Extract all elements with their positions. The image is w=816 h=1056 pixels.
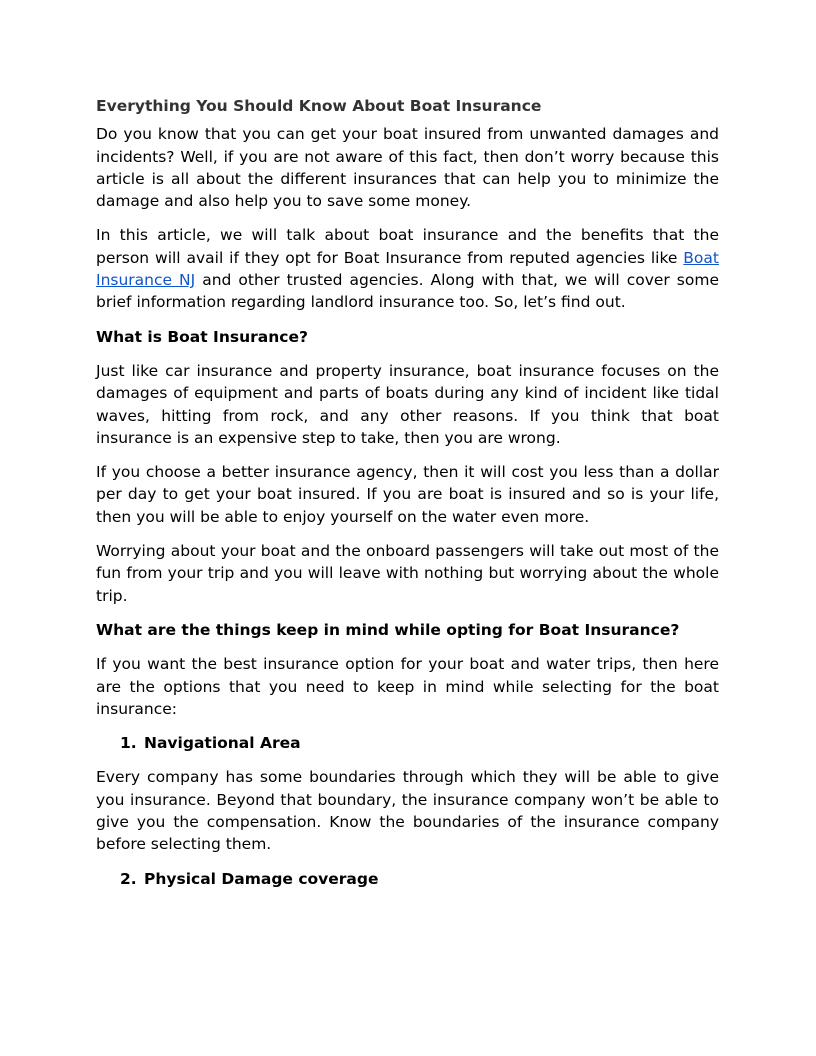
section-heading-what-is: What is Boat Insurance? [96,327,308,346]
section-heading-things-to-keep-in-mind: What are the things keep in mind while opting for Boat Insurance? [96,620,680,639]
intro-paragraph-2-text-before: In this article, we will talk about boat insurance and the benefits that the person will avail if they opt for Boat Insurance from reputed agencies like [96,226,719,267]
section1-paragraph-2: If you choose a better insurance agency, then it will cost you less than a dollar per day to get your boat insured. If you are boat is insured and so is your life, then you will be able to enjoy yourself on the water even more. [96,463,719,526]
navigational-area-paragraph: Every company has some boundaries through which they will be able to give you insurance. Beyond that boundary, the insurance company won’t be able to give you the compensation. Know the boundaries of the insurance company before selecting them. [96,768,719,854]
intro-paragraph-2-text-after: and other trusted agencies. Along with that, we will cover some brief information regarding landlord insurance too. So, let’s find out. [96,271,719,312]
section1-paragraph-1: Just like car insurance and property insurance, boat insurance focuses on the damages of equipment and parts of boats during any kind of incident like tidal waves, hitting from rock, and any other reasons. If you think that boat insurance is an expensive step to take, then you are wrong. [96,361,719,447]
intro-paragraph-2 [96,224,719,313]
section2-paragraph-1: If you want the best insurance option for your boat and water trips, then here are the options that you need to keep in mind while selecting for the boat insurance: [96,655,719,718]
list-number: 2. [120,869,137,888]
numbered-heading-navigational-area [96,732,719,754]
document-title: Everything You Should Know About Boat Insurance [96,97,542,115]
list-heading-text: Navigational Area [144,734,301,753]
numbered-heading-physical-damage [96,868,719,890]
list-number: 1. [120,734,137,753]
document-page [96,95,719,902]
section1-paragraph-3: Worrying about your boat and the onboard passengers will take out most of the fun from your trip and you will leave with nothing but worrying about the whole trip. [96,542,719,605]
list-heading-text: Physical Damage coverage [144,869,379,888]
boat-insurance-nj-link[interactable]: Boat Insurance NJ [96,248,719,290]
intro-paragraph-1: Do you know that you can get your boat insured from unwanted damages and incidents? Well, if you are not aware of this fact, then don’t worry because this article is all about the different insurances that can help you to minimize the damage and also help you to save some money. [96,125,719,211]
